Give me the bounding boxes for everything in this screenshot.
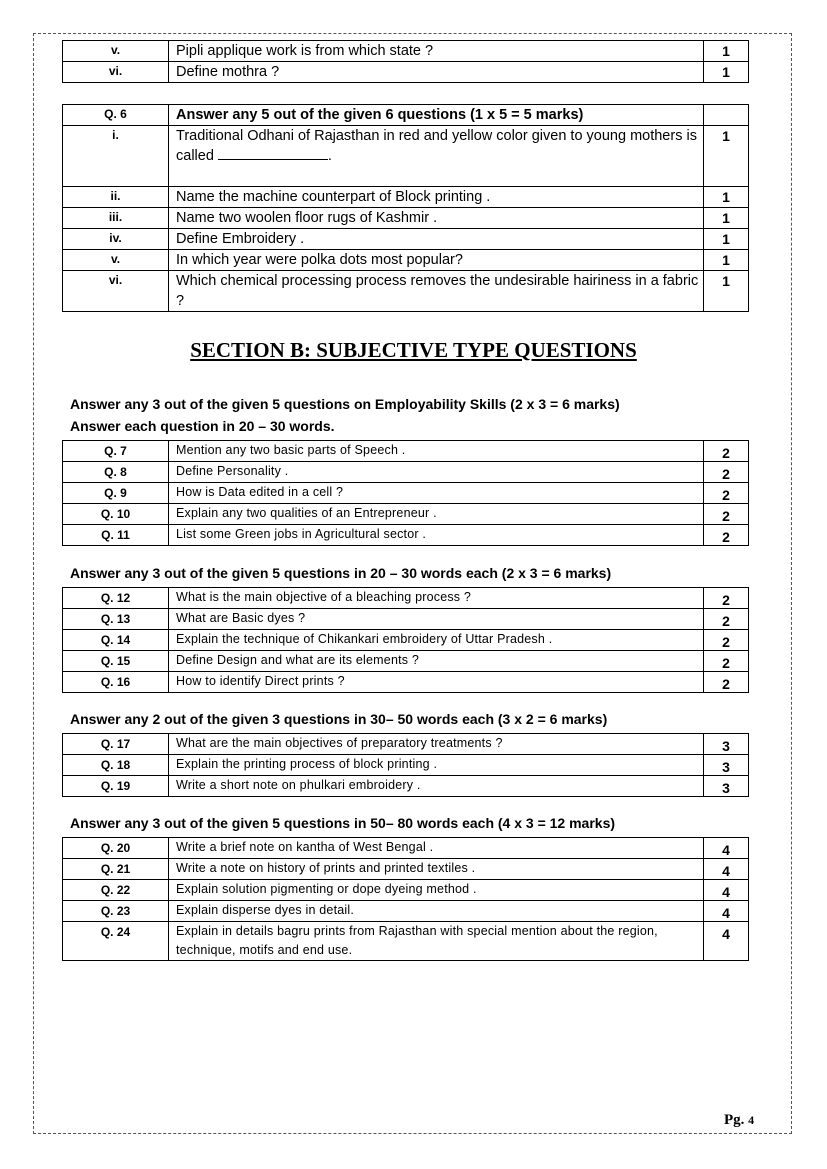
section-title: SECTION B: SUBJECTIVE TYPE QUESTIONS [190, 338, 637, 362]
table-row [63, 630, 749, 651]
question-text: What are Basic dyes ? [169, 609, 704, 630]
table-row [63, 462, 749, 483]
answer-blank [218, 146, 328, 160]
question-number: v. [63, 41, 169, 62]
question-text: Explain the printing process of block printing . [169, 755, 704, 776]
question-text: Explain the technique of Chikankari embroidery of Uttar Pradesh . [169, 630, 704, 651]
table-row [63, 250, 749, 271]
question-text: How is Data edited in a cell ? [169, 483, 704, 504]
table-row [63, 651, 749, 672]
page-label: Pg. [724, 1112, 745, 1128]
questions-table-q6 [62, 104, 749, 312]
question-text: Define Embroidery . [169, 229, 704, 250]
question-marks: 4 [704, 922, 749, 961]
question-marks: 2 [704, 504, 749, 525]
question-number: iii. [63, 208, 169, 229]
table-row [63, 41, 749, 62]
question-text: What is the main objective of a bleaching process ? [169, 588, 704, 609]
question-number: Q. 15 [63, 651, 169, 672]
question-number: Q. 14 [63, 630, 169, 651]
question-marks: 1 [704, 41, 749, 62]
questions-table-group4 [62, 837, 749, 961]
question-text: Write a note on history of prints and printed textiles . [169, 859, 704, 880]
question-text: List some Green jobs in Agricultural sector . [169, 525, 704, 546]
question-marks: 1 [704, 250, 749, 271]
questions-table-group2 [62, 587, 749, 693]
question-marks: 4 [704, 880, 749, 901]
question-text-suffix: . [327, 148, 332, 164]
table-row [63, 62, 749, 83]
question-text: Define Design and what are its elements ? [169, 651, 704, 672]
question-marks: 2 [704, 651, 749, 672]
question-text [169, 126, 704, 187]
table-row [63, 859, 749, 880]
question-text: Name the machine counterpart of Block printing . [169, 187, 704, 208]
question-number: Q. 7 [63, 441, 169, 462]
question-number: i. [63, 126, 169, 187]
question-text: Name two woolen floor rugs of Kashmir . [169, 208, 704, 229]
question-text: Define Personality . [169, 462, 704, 483]
question-number: Q. 18 [63, 755, 169, 776]
table-row [63, 271, 749, 312]
question-marks: 1 [704, 187, 749, 208]
question-number: Q. 12 [63, 588, 169, 609]
question-marks: 4 [704, 838, 749, 859]
question-number: Q. 6 [63, 105, 169, 126]
question-text: Mention any two basic parts of Speech . [169, 441, 704, 462]
question-marks: 2 [704, 630, 749, 651]
question-marks: 1 [704, 229, 749, 250]
question-number: Q. 9 [63, 483, 169, 504]
question-number: Q. 23 [63, 901, 169, 922]
questions-table-group1 [62, 440, 749, 546]
question-marks: 3 [704, 755, 749, 776]
table-row [63, 504, 749, 525]
question-text: Explain in details bagru prints from Rajasthan with special mention about the region, technique, motifs and end use. [169, 922, 704, 961]
questions-table-top [62, 40, 749, 83]
question-marks: 1 [704, 62, 749, 83]
table-row [63, 126, 749, 187]
table-row [63, 588, 749, 609]
table-row [63, 734, 749, 755]
question-number: Q. 8 [63, 462, 169, 483]
question-marks: 2 [704, 525, 749, 546]
question-marks: 2 [704, 609, 749, 630]
table-row [63, 755, 749, 776]
question-text: Which chemical processing process removes the undesirable hairiness in a fabric ? [169, 271, 704, 312]
question-marks: 1 [704, 271, 749, 312]
table-row [63, 441, 749, 462]
question-number: v. [63, 250, 169, 271]
table-row [63, 901, 749, 922]
question-marks: 2 [704, 588, 749, 609]
question-marks: 3 [704, 776, 749, 797]
question-number: Q. 20 [63, 838, 169, 859]
question-marks: 2 [704, 441, 749, 462]
question-number: Q. 21 [63, 859, 169, 880]
table-row [63, 880, 749, 901]
question-number: Q. 24 [63, 922, 169, 961]
question-text: Define mothra ? [169, 62, 704, 83]
question-text: What are the main objectives of preparatory treatments ? [169, 734, 704, 755]
question-text: Explain disperse dyes in detail. [169, 901, 704, 922]
instruction: Answer any 2 out of the given 3 questions in 30– 50 words each (3 x 2 = 6 marks) [70, 711, 608, 727]
question-marks: 2 [704, 672, 749, 693]
question-number: ii. [63, 187, 169, 208]
questions-table-group3 [62, 733, 749, 797]
instruction: Answer any 3 out of the given 5 questions in 50– 80 words each (4 x 3 = 12 marks) [70, 815, 616, 831]
instruction: Answer each question in 20 – 30 words. [70, 418, 335, 434]
question-number: Q. 16 [63, 672, 169, 693]
question-marks: 3 [704, 734, 749, 755]
question-text: Explain solution pigmenting or dope dyeing method . [169, 880, 704, 901]
table-header-row [63, 105, 749, 126]
instruction: Answer any 3 out of the given 5 questions on Employability Skills (2 x 3 = 6 marks) [70, 396, 620, 412]
table-row [63, 838, 749, 859]
table-row [63, 229, 749, 250]
page-number [724, 1112, 754, 1129]
question-text-main: Traditional Odhani of Rajasthan in red and yellow color given to young mothers is called [176, 128, 697, 164]
question-marks: 2 [704, 462, 749, 483]
question-number: vi. [63, 62, 169, 83]
table-row [63, 187, 749, 208]
question-marks: 2 [704, 483, 749, 504]
question-marks-empty [704, 105, 749, 126]
question-number: vi. [63, 271, 169, 312]
question-text: Pipli applique work is from which state ? [169, 41, 704, 62]
question-header: Answer any 5 out of the given 6 questions (1 x 5 = 5 marks) [169, 105, 704, 126]
question-marks: 4 [704, 901, 749, 922]
table-row [63, 208, 749, 229]
question-number: Q. 22 [63, 880, 169, 901]
question-number: Q. 19 [63, 776, 169, 797]
table-row [63, 609, 749, 630]
question-number: Q. 17 [63, 734, 169, 755]
table-row [63, 922, 749, 961]
table-row [63, 672, 749, 693]
table-row [63, 525, 749, 546]
question-number: iv. [63, 229, 169, 250]
question-text: How to identify Direct prints ? [169, 672, 704, 693]
question-number: Q. 13 [63, 609, 169, 630]
question-text: Explain any two qualities of an Entrepreneur . [169, 504, 704, 525]
table-row [63, 776, 749, 797]
page-number-value: 4 [748, 1113, 755, 1127]
question-text: Write a brief note on kantha of West Bengal . [169, 838, 704, 859]
question-marks: 1 [704, 208, 749, 229]
question-number: Q. 10 [63, 504, 169, 525]
instruction: Answer any 3 out of the given 5 questions in 20 – 30 words each (2 x 3 = 6 marks) [70, 565, 612, 581]
question-number: Q. 11 [63, 525, 169, 546]
question-marks: 4 [704, 859, 749, 880]
question-marks: 1 [704, 126, 749, 187]
question-text: In which year were polka dots most popular? [169, 250, 704, 271]
question-text: Write a short note on phulkari embroidery . [169, 776, 704, 797]
table-row [63, 483, 749, 504]
